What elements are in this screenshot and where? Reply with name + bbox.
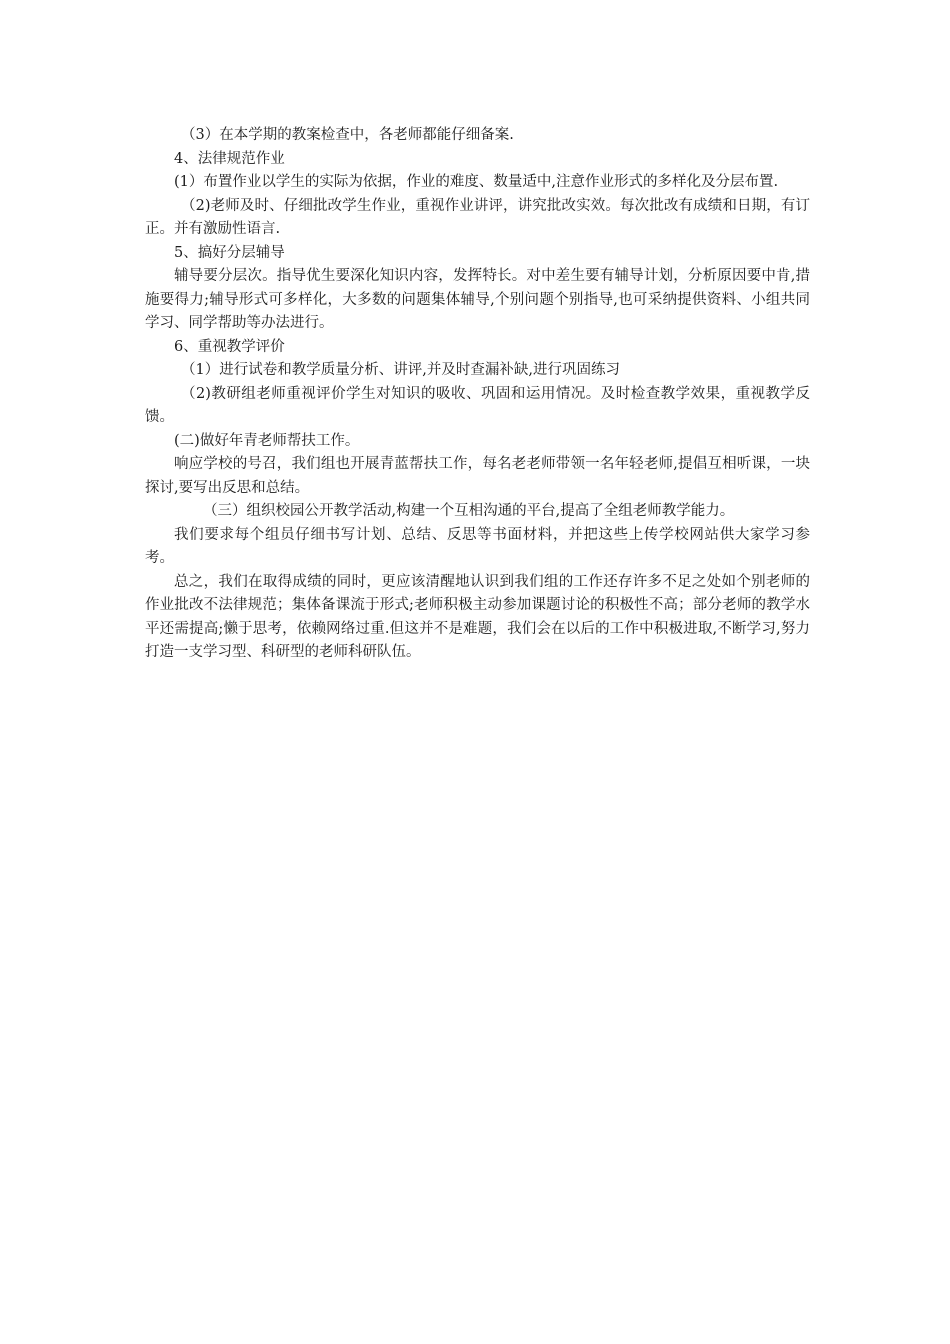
- paragraph-homework-assignment: (1）布置作业以学生的实际为依据，作业的难度、数量适中,注意作业形式的多样化及分层布置.: [174, 174, 779, 190]
- paragraph-lesson-plan-check: （3）在本学期的教案检查中，各老师都能仔细备案.: [181, 127, 514, 143]
- paragraph-tutoring: 辅导要分层次。指导优生要深化知识内容，发挥特长。对中差生要有辅导计划，分析原因要中肯,措施要得力;辅导形式可多样化，大多数的问题集体辅导,个别问题个别指导,也可采纳提供资料、小组共同学习、同学帮助等办法进行。: [145, 268, 810, 331]
- heading-tiered-tutoring: 5、搞好分层辅导: [174, 244, 285, 261]
- paragraph-homework-grading: （2)老师及时、仔细批改学生作业，重视作业讲评，讲究批改实效。每次批改有成绩和日期，有订正。并有激励性语言.: [145, 197, 810, 237]
- paragraph-open-class-activities: （三）组织校园公开教学活动,构建一个互相沟通的平台,提高了全组老师教学能力。: [203, 503, 735, 519]
- document-page: [145, 124, 810, 665]
- paragraph-written-materials: 我们要求每个组员仔细书写计划、总结、反思等书面材料，并把这些上传学校网站供大家学习参考。: [145, 526, 810, 566]
- heading-young-teacher-support: (二)做好年青老师帮扶工作。: [174, 432, 360, 449]
- heading-standardize-homework: 4、法律规范作业: [174, 150, 285, 167]
- paragraph-mentoring: 响应学校的号召，我们组也开展青蓝帮扶工作，每名老老师带领一名年轻老师,提倡互相听课，一块探讨,要写出反思和总结。: [145, 456, 810, 496]
- paragraph-summary: 总之，我们在取得成绩的同时，更应该清醒地认识到我们组的工作还存许多不足之处如个别老师的作业批改不法律规范；集体备课流于形式;老师积极主动参加课题讨论的积极性不高；部分老师的教学水平还需提高;懒于思考，依赖网络过重.但这并不是难题，我们会在以后的工作中积极进取,不断学习,努力打造一支学习型、科研型的老师科研队伍。: [145, 573, 810, 660]
- paragraph-exam-analysis: （1）进行试卷和教学质量分析、讲评,并及时查漏补缺,进行巩固练习: [181, 362, 620, 378]
- paragraph-evaluation-feedback: （2)教研组老师重视评价学生对知识的吸收、巩固和运用情况。及时检查教学效果，重视教学反馈。: [145, 385, 810, 425]
- heading-teaching-evaluation: 6、重视教学评价: [174, 338, 285, 355]
